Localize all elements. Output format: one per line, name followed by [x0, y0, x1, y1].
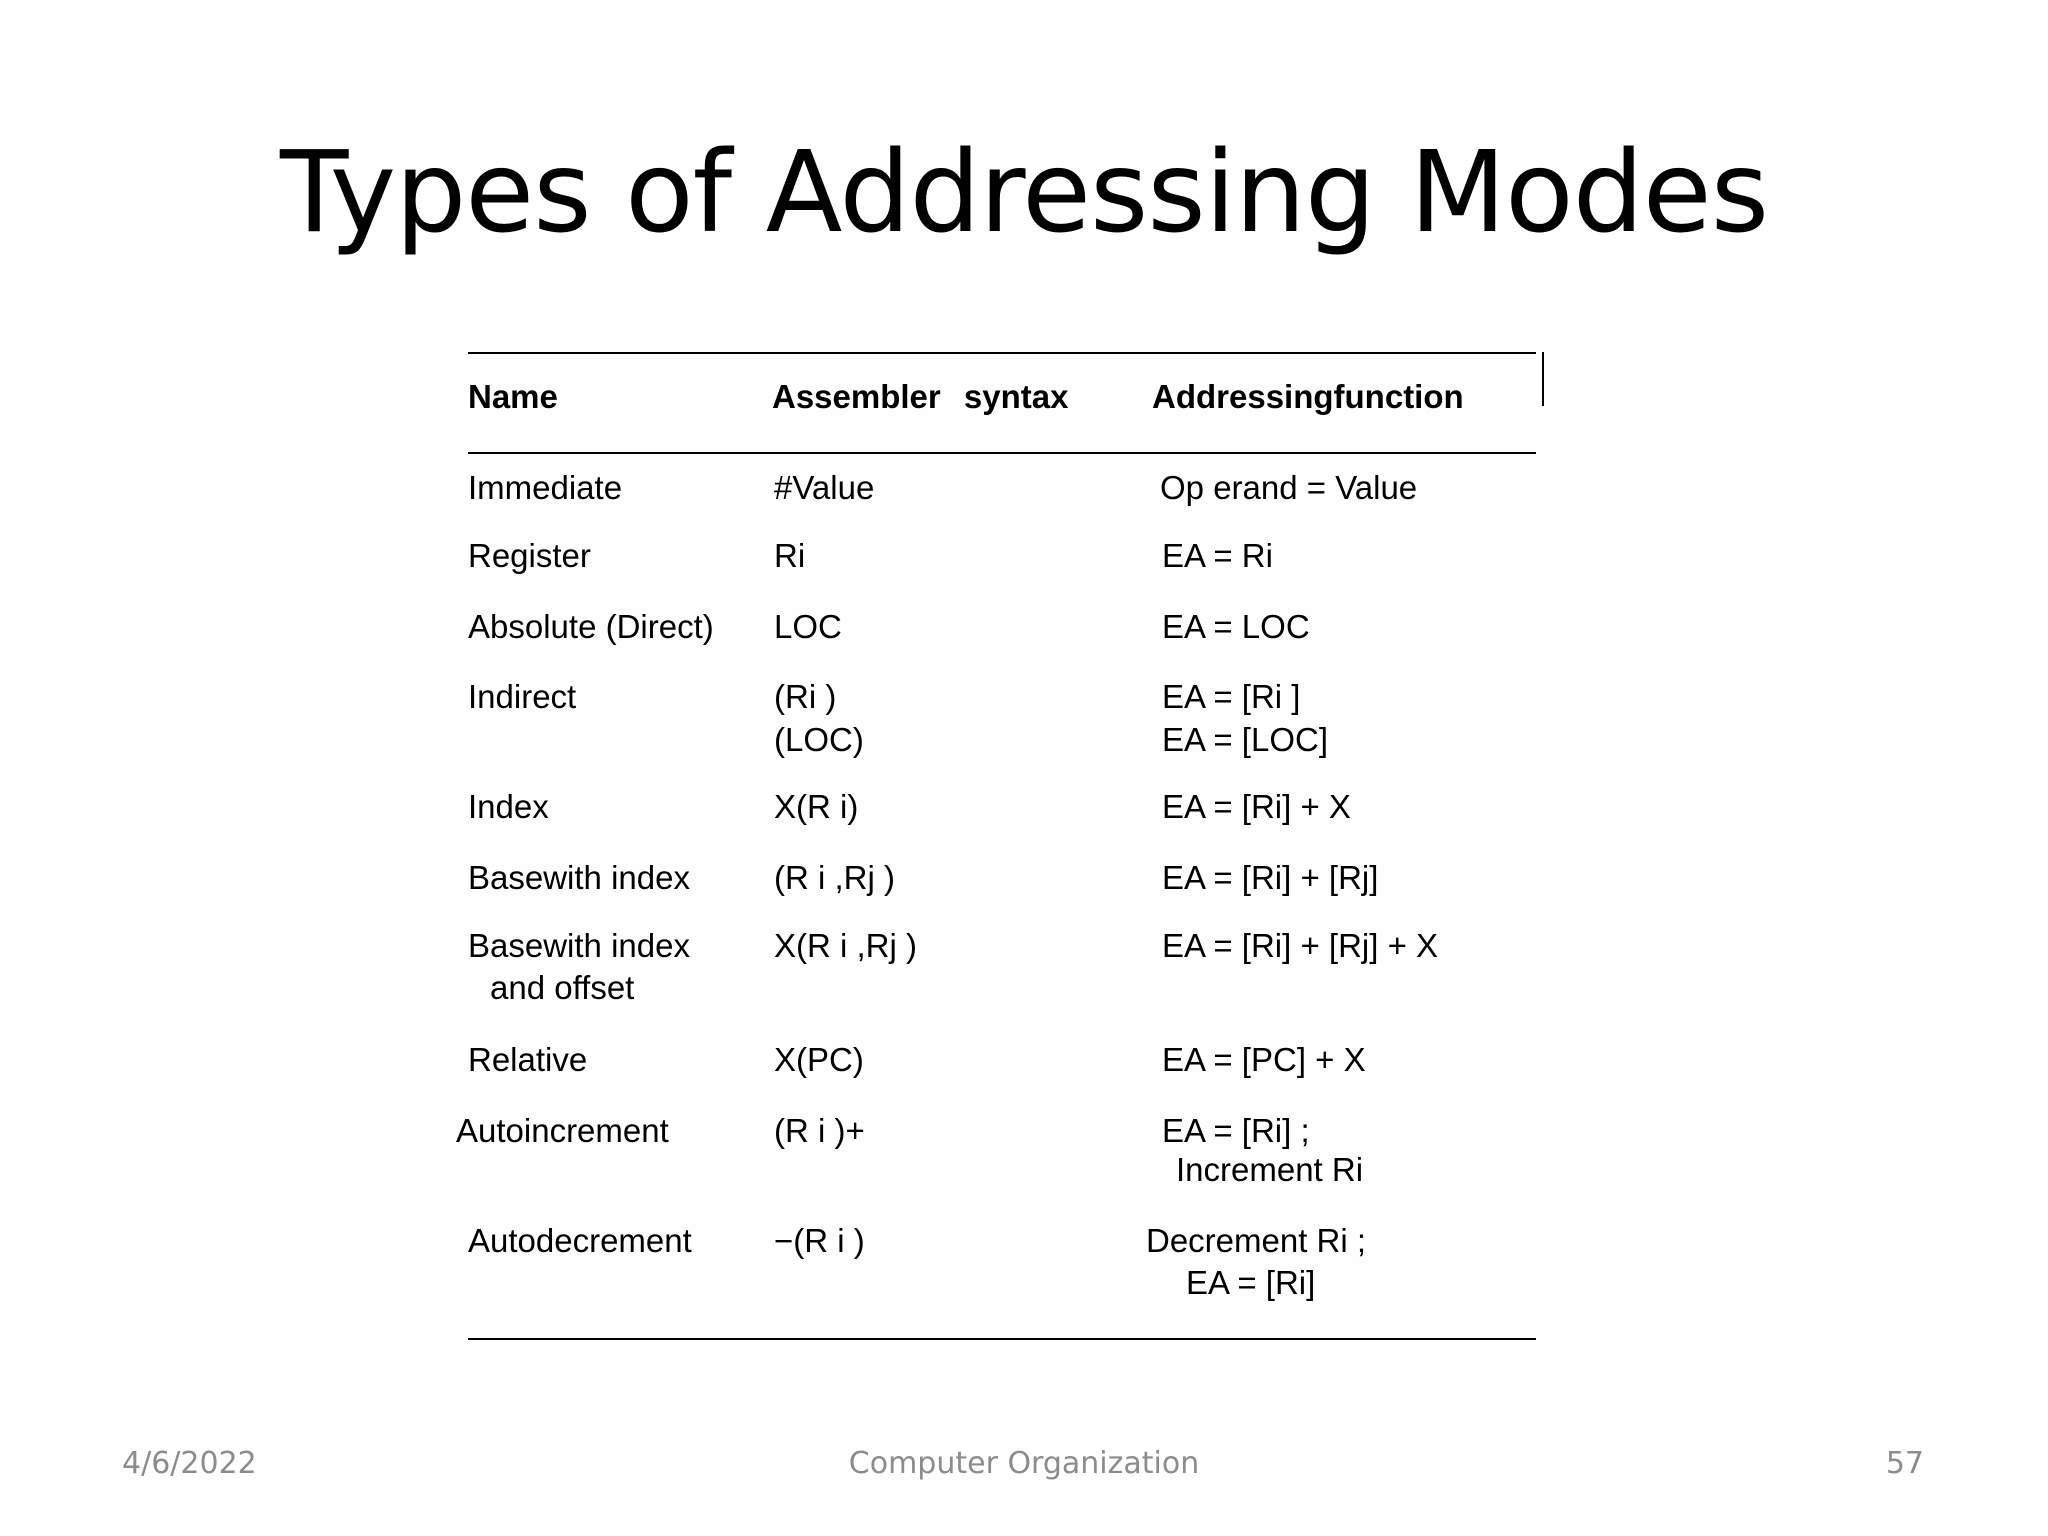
- table-right-tick: [1542, 352, 1544, 406]
- row-autoincrement-syntax: (R i )+: [774, 1112, 865, 1149]
- row-indirect-function-2: EA = [LOC]: [1162, 721, 1328, 758]
- row-base-index-offset-function: EA = [Ri] + [Rj] + X: [1162, 927, 1439, 964]
- row-autodecrement-function-1: Decrement Ri ;: [1146, 1222, 1367, 1259]
- row-autoincrement-function-1: EA = [Ri] ;: [1162, 1112, 1310, 1149]
- row-absolute-function: EA = LOC: [1162, 608, 1310, 645]
- row-index-syntax: X(R i): [774, 788, 859, 825]
- row-indirect-name: Indirect: [468, 678, 577, 715]
- footer-date: 4/6/2022: [122, 1446, 257, 1481]
- table-top-rule: [468, 352, 1536, 354]
- row-immediate-syntax: #Value: [774, 469, 875, 506]
- row-relative-function: EA = [PC] + X: [1162, 1041, 1366, 1078]
- row-autoincrement-name: Autoincrement: [456, 1112, 669, 1149]
- row-base-index-syntax: (R i ,Rj ): [774, 859, 895, 896]
- row-relative-name: Relative: [468, 1041, 588, 1078]
- row-base-index-name: Basewith index: [468, 859, 690, 896]
- row-autodecrement-syntax: −(R i ): [774, 1222, 865, 1259]
- row-base-index-offset-syntax: X(R i ,Rj ): [774, 927, 917, 964]
- row-register-name: Register: [468, 537, 591, 574]
- row-base-index-function: EA = [Ri] + [Rj]: [1162, 859, 1379, 896]
- table-bottom-rule: [468, 1338, 1536, 1340]
- row-relative-syntax: X(PC): [774, 1041, 864, 1078]
- row-index-name: Index: [468, 788, 549, 825]
- row-absolute-name: Absolute (Direct): [468, 608, 714, 645]
- row-indirect-syntax-1: (Ri ): [774, 678, 837, 715]
- row-index-function: EA = [Ri] + X: [1162, 788, 1351, 825]
- row-base-index-offset-name-2: and offset: [490, 969, 635, 1006]
- header-addressing-function: Addressingfunction: [1152, 378, 1464, 415]
- row-register-function: EA = Ri: [1162, 537, 1273, 574]
- addressing-modes-table: [456, 352, 1536, 1340]
- row-absolute-syntax: LOC: [774, 608, 842, 645]
- row-immediate-function: Op erand = Value: [1160, 469, 1418, 506]
- slide-title: Types of Addressing Modes: [279, 128, 1769, 258]
- row-base-index-offset-name-1: Basewith index: [468, 927, 690, 964]
- row-immediate-name: Immediate: [468, 469, 623, 506]
- row-register-syntax: Ri: [774, 537, 806, 574]
- table-header-rule: [468, 452, 1536, 454]
- footer-title: Computer Organization: [848, 1446, 1200, 1481]
- row-autodecrement-name: Autodecrement: [468, 1222, 692, 1259]
- header-assembler-syntax: Assembler syntax: [772, 378, 1069, 415]
- header-name: Name: [468, 378, 558, 415]
- row-indirect-function-1: EA = [Ri ]: [1162, 678, 1301, 715]
- row-autoincrement-function-2: Increment Ri: [1176, 1151, 1364, 1188]
- row-indirect-syntax-2: (LOC): [774, 721, 864, 758]
- row-autodecrement-function-2: EA = [Ri]: [1186, 1264, 1316, 1301]
- footer-page-number: 57: [1885, 1446, 1924, 1481]
